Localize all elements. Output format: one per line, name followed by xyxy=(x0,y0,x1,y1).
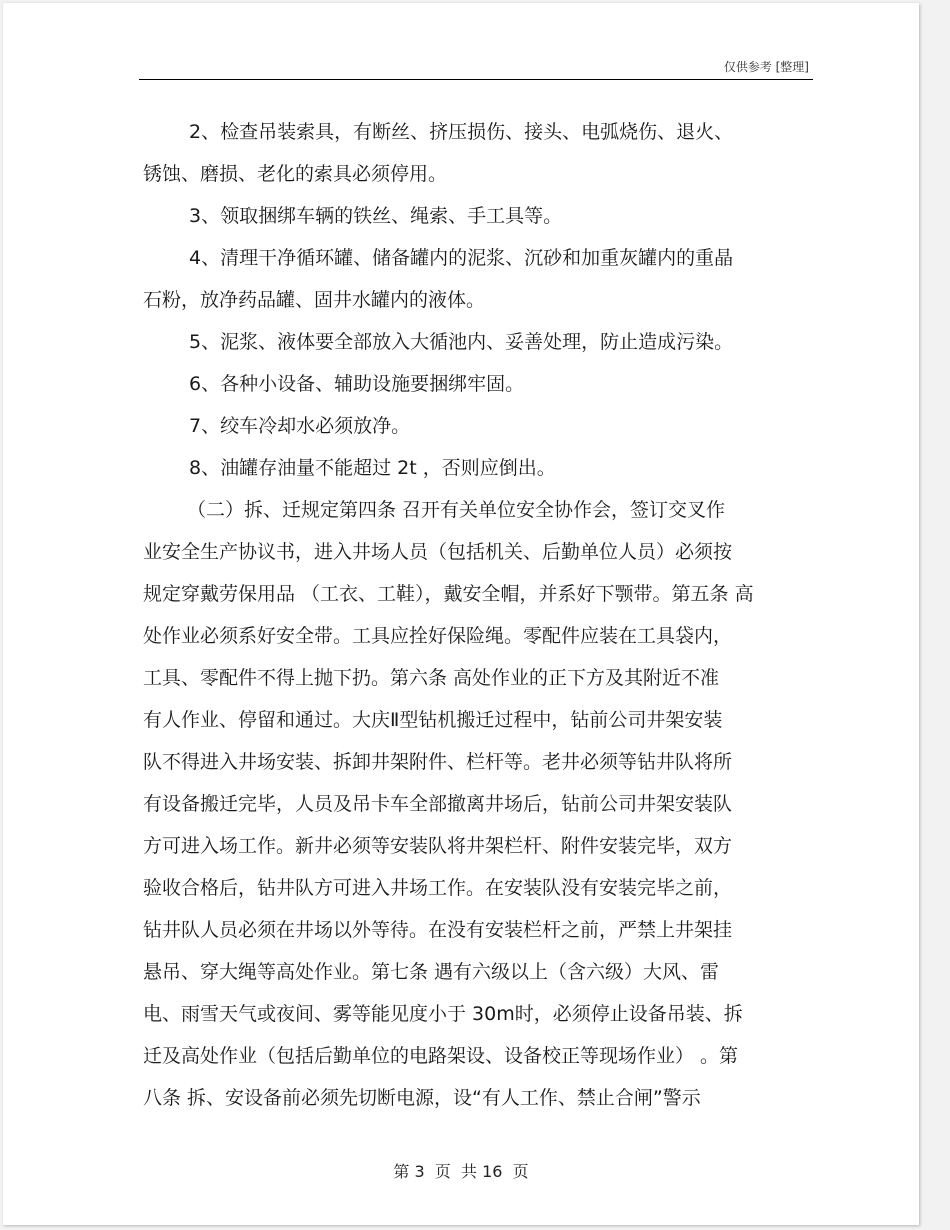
body-line: 有设备搬迁完毕，人员及吊卡车全部撤离井场后，钻前公司井架安装队 xyxy=(143,793,733,815)
body-line: （二）拆、迁规定第四条 召开有关单位安全协作会，签订交叉作 xyxy=(187,499,726,521)
body-line: 5、泥浆、液体要全部放入大循池内、妥善处理，防止造成污染。 xyxy=(189,331,734,353)
body-line: 8、油罐存油量不能超过 2t ，否则应倒出。 xyxy=(189,457,556,479)
body-line: 有人作业、停留和通过。大庆Ⅱ型钻机搬迁过程中，钻前公司井架安装 xyxy=(143,709,723,731)
body-line: 工具、零配件不得上抛下扔。第六条 高处作业的正下方及其附近不准 xyxy=(143,667,720,689)
body-line: 悬吊、穿大绳等高处作业。第七条 遇有六级以上（含六级）大风、雷 xyxy=(143,961,720,983)
body-line: 锈蚀、磨损、老化的索具必须停用。 xyxy=(143,163,448,185)
header-note: 仅供参考 [整理] xyxy=(723,60,809,74)
body-line: 6、各种小设备、辅助设施要捆绑牢固。 xyxy=(189,373,525,395)
body-line: 方可进入场工作。新井必须等安装队将井架栏杆、附件安装完毕，双方 xyxy=(143,835,733,857)
body-line: 迁及高处作业（包括后勤单位的电路架设、设备校正等现场作业） 。第 xyxy=(143,1045,739,1067)
body-line: 验收合格后，钻井队方可进入井场工作。在安装队没有安装完毕之前， xyxy=(143,877,733,899)
body-line: 队不得进入井场安装、拆卸井架附件、栏杆等。老井必须等钻井队将所 xyxy=(143,751,733,773)
body-line: 处作业必须系好安全带。工具应拴好保险绳。零配件应装在工具袋内， xyxy=(143,625,733,647)
body-line: 石粉，放净药品罐、固井水罐内的液体。 xyxy=(143,289,486,311)
body-line: 业安全生产协议书，进入井场人员（包括机关、后勤单位人员）必须按 xyxy=(143,541,733,563)
body-line: 八条 拆、安设备前必须先切断电源，设“有人工作、禁止合闸”警示 xyxy=(143,1087,701,1109)
document-page xyxy=(3,3,919,1225)
body-line: 钻井队人员必须在井场以外等待。在没有安装栏杆之前，严禁上井架挂 xyxy=(143,919,733,941)
body-line: 4、清理干净循环罐、储备罐内的泥浆、沉砂和加重灰罐内的重晶 xyxy=(189,247,734,269)
body-line: 规定穿戴劳保用品 （工衣、工鞋），戴安全帽，并系好下颚带。第五条 高 xyxy=(143,583,754,605)
body-line: 3、领取捆绑车辆的铁丝、绳索、手工具等。 xyxy=(189,205,563,227)
body-line: 电、雨雪天气或夜间、雾等能见度小于 30m时，必须停止设备吊装、拆 xyxy=(143,1003,743,1025)
body-line: 7、绞车冷却水必须放净。 xyxy=(189,415,411,437)
body-line: 2、检查吊装索具，有断丝、挤压损伤、接头、电弧烧伤、退火、 xyxy=(189,121,734,143)
page-number-footer: 第 3 页 共 16 页 xyxy=(393,1162,529,1181)
header-divider xyxy=(139,79,813,80)
